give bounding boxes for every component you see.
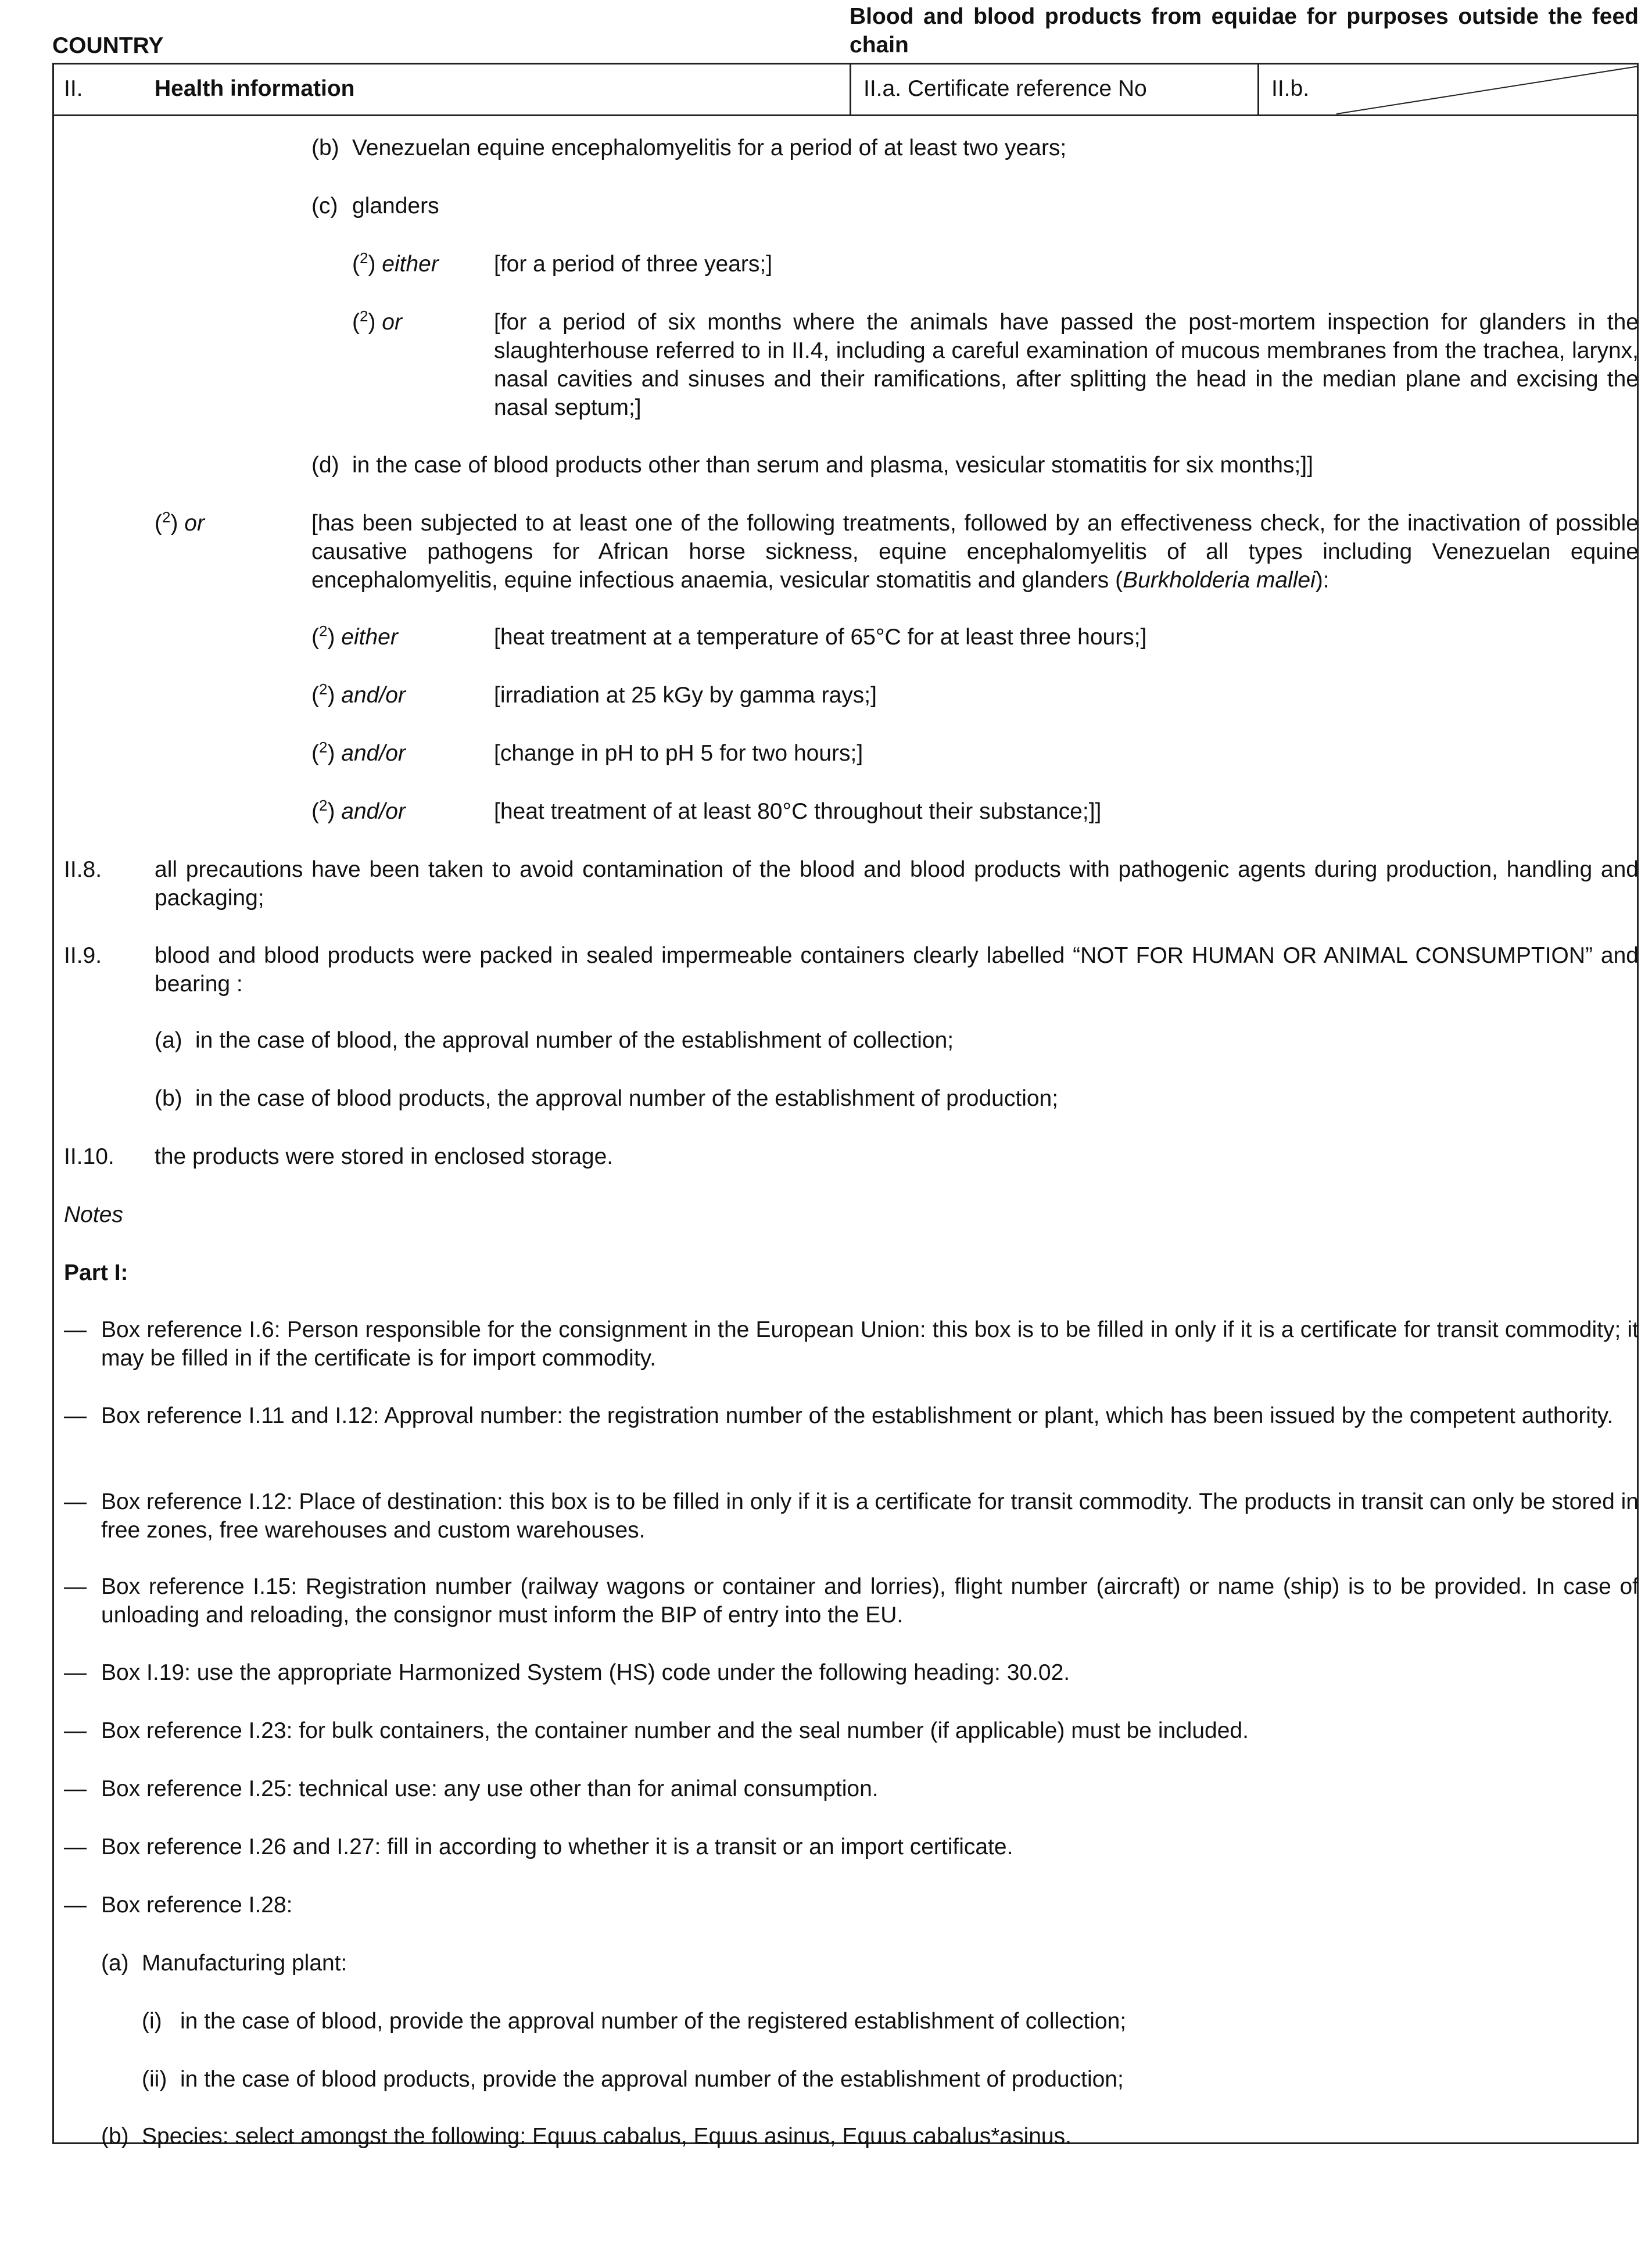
option-text-part: ): (1315, 568, 1330, 593)
clause-text: in the case of blood, the approval number of the establishment of collection; (195, 1028, 954, 1053)
option-marker: ($^2$) and/or (311, 680, 406, 708)
clause-label: (i) (142, 2009, 162, 2034)
note-dash: — (64, 1489, 87, 1514)
option-word: and/or (341, 683, 406, 708)
clause-label: (b) (101, 2124, 129, 2149)
option-marker: ($^2$) and/or (311, 797, 406, 824)
note-item: Box reference I.15: Registration number (railway wagons or container and lorries), flight number (aircraft) or name (ship) is to be provided. In case of unloading and reloading, the consignor must inform the BIP of entry into the EU. (101, 1574, 1639, 1628)
notes-heading: Notes (64, 1202, 123, 1227)
clause-label: (a) (155, 1028, 182, 1053)
footnote-ref: 2 (360, 249, 368, 267)
note-dash: — (64, 1403, 87, 1428)
note-dash: — (64, 1718, 87, 1743)
country-label: COUNTRY (52, 33, 164, 58)
treatment-text: [heat treatment of at least 80°C throughout their substance;]] (494, 799, 1102, 824)
note-dash: — (64, 1574, 87, 1599)
note-dash: — (64, 1834, 87, 1859)
paragraph-text: all precautions have been taken to avoid contamination of the blood and blood products with pathogenic agents during production, handling and packaging; (155, 857, 1639, 911)
option-word: and/or (341, 741, 406, 766)
note-dash: — (64, 1776, 87, 1801)
note-item: Box reference I.11 and I.12: Approval number: the registration number of the establishment or plant, which has been issued by the competent authority. (101, 1403, 1614, 1428)
option-text: [for a period of three years;] (494, 252, 773, 277)
option-text-part: [has been subjected to at least one of the following treatments, followed by an effectiveness check, for the inactivation of possible causative pathogens for African horse sickness, equine encephalomyelitis of all types including Venezuelan equine encephalomyelitis, equine infectious anaemia, vesicular stomatitis and glanders ( (311, 511, 1639, 593)
clause-text: in the case of blood products, the approval number of the establishment of production; (195, 1086, 1059, 1111)
pathogen-name: Burkholderia mallei (1123, 568, 1316, 593)
clause-label: (c) (311, 193, 338, 218)
clause-text: in the case of blood products, provide the approval number of the establishment of production; (180, 2067, 1124, 2092)
note-item: Box reference I.25: technical use: any use other than for animal consumption. (101, 1776, 879, 1801)
option-marker: ($^2$) and/or (311, 739, 406, 766)
iib-label: II.b. (1271, 76, 1310, 101)
option-word: or (184, 511, 205, 536)
note-item: Box reference I.6: Person responsible for the consignment in the European Union: this box is to be filled in only if it is a certificate for transit commodity; it may be filled in if the certificate is for import commodity. (101, 1317, 1639, 1371)
clause-label: (b) (311, 135, 339, 160)
note-item: Box I.19: use the appropriate Harmonized System (HS) code under the following heading: 30.02. (101, 1660, 1070, 1685)
header-col-divider-2 (1257, 63, 1259, 116)
paragraph-number: II.9. (64, 943, 102, 968)
clause-text: in the case of blood products other than serum and plasma, vesicular stomatitis for six months;]] (352, 453, 1313, 478)
paragraph-number: II.8. (64, 857, 102, 882)
option-text: [for a period of six months where the animals have passed the post-mortem inspection for glanders in the slaughterhouse referred to in II.4, including a careful examination of mucous membranes from the trachea, larynx, nasal cavities and sinuses and their ramifications, after splitting the head in the median plane and excising the nasal septum;] (494, 310, 1639, 420)
treatment-text: [heat treatment at a temperature of 65°C for at least three hours;] (494, 625, 1147, 650)
clause-label: (ii) (142, 2067, 167, 2092)
note-item: Box reference I.23: for bulk containers, the container number and the seal number (if applicable) must be included. (101, 1718, 1249, 1743)
note-dash: — (64, 1893, 87, 1918)
clause-label: (a) (101, 1951, 129, 1976)
footnote-ref: 2 (319, 680, 328, 698)
option-text (311, 509, 1639, 594)
option-marker: ($^2$) either (311, 622, 398, 650)
clause-text: glanders (352, 193, 439, 218)
option-marker: ($^2$) or (352, 307, 402, 335)
clause-label: (d) (311, 453, 339, 478)
footnote-ref: 2 (319, 797, 328, 814)
clause-text: Species: select amongst the following: Equus cabalus, Equus asinus, Equus cabalus*asinus. (142, 2124, 1072, 2149)
footnote-ref: 2 (360, 307, 368, 325)
option-word: and/or (341, 799, 406, 824)
iib-diagonal-line (1336, 63, 1639, 116)
footnote-ref: 2 (319, 622, 328, 640)
treatment-text: [irradiation at 25 kGy by gamma rays;] (494, 683, 877, 708)
certificate-reference-label: II.a. Certificate reference No (863, 76, 1147, 101)
clause-text: Venezuelan equine encephalomyelitis for a period of at least two years; (352, 135, 1067, 160)
section-title: Health information (155, 76, 355, 101)
paragraph-number: II.10. (64, 1144, 114, 1169)
footnote-ref: 2 (162, 508, 171, 526)
option-marker: ($^2$) either (352, 249, 439, 277)
option-word: or (382, 310, 402, 335)
section-number: II. (64, 76, 83, 101)
note-dash: — (64, 1660, 87, 1685)
treatment-text: [change in pH to pH 5 for two hours;] (494, 741, 863, 766)
option-word: either (382, 252, 439, 277)
note-item: Box reference I.26 and I.27: fill in according to whether it is a transit or an import certificate. (101, 1834, 1013, 1859)
clause-label: (b) (155, 1086, 182, 1111)
header-col-divider-1 (850, 63, 851, 116)
option-word: either (341, 625, 398, 650)
option-marker: ($^2$) or (155, 508, 205, 536)
clause-text: Manufacturing plant: (142, 1951, 347, 1976)
note-item: Box reference I.28: (101, 1893, 293, 1918)
paragraph-text: the products were stored in enclosed storage. (155, 1144, 614, 1169)
note-item: Box reference I.12: Place of destination: this box is to be filled in only if it is a certificate for transit commodity. The products in transit can only be stored in free zones, free warehouses and custom warehouses. (101, 1489, 1639, 1543)
note-dash: — (64, 1317, 87, 1342)
certificate-title: Blood and blood products from equidae for purposes outside the feed chain (850, 4, 1639, 58)
clause-text: in the case of blood, provide the approval number of the registered establishment of collection; (180, 2009, 1127, 2034)
paragraph-text: blood and blood products were packed in sealed impermeable containers clearly labelled “NOT FOR HUMAN OR ANIMAL CONSUMPTION” and bearing : (155, 943, 1639, 997)
part-heading: Part I: (64, 1260, 128, 1285)
footnote-ref: 2 (319, 739, 328, 756)
